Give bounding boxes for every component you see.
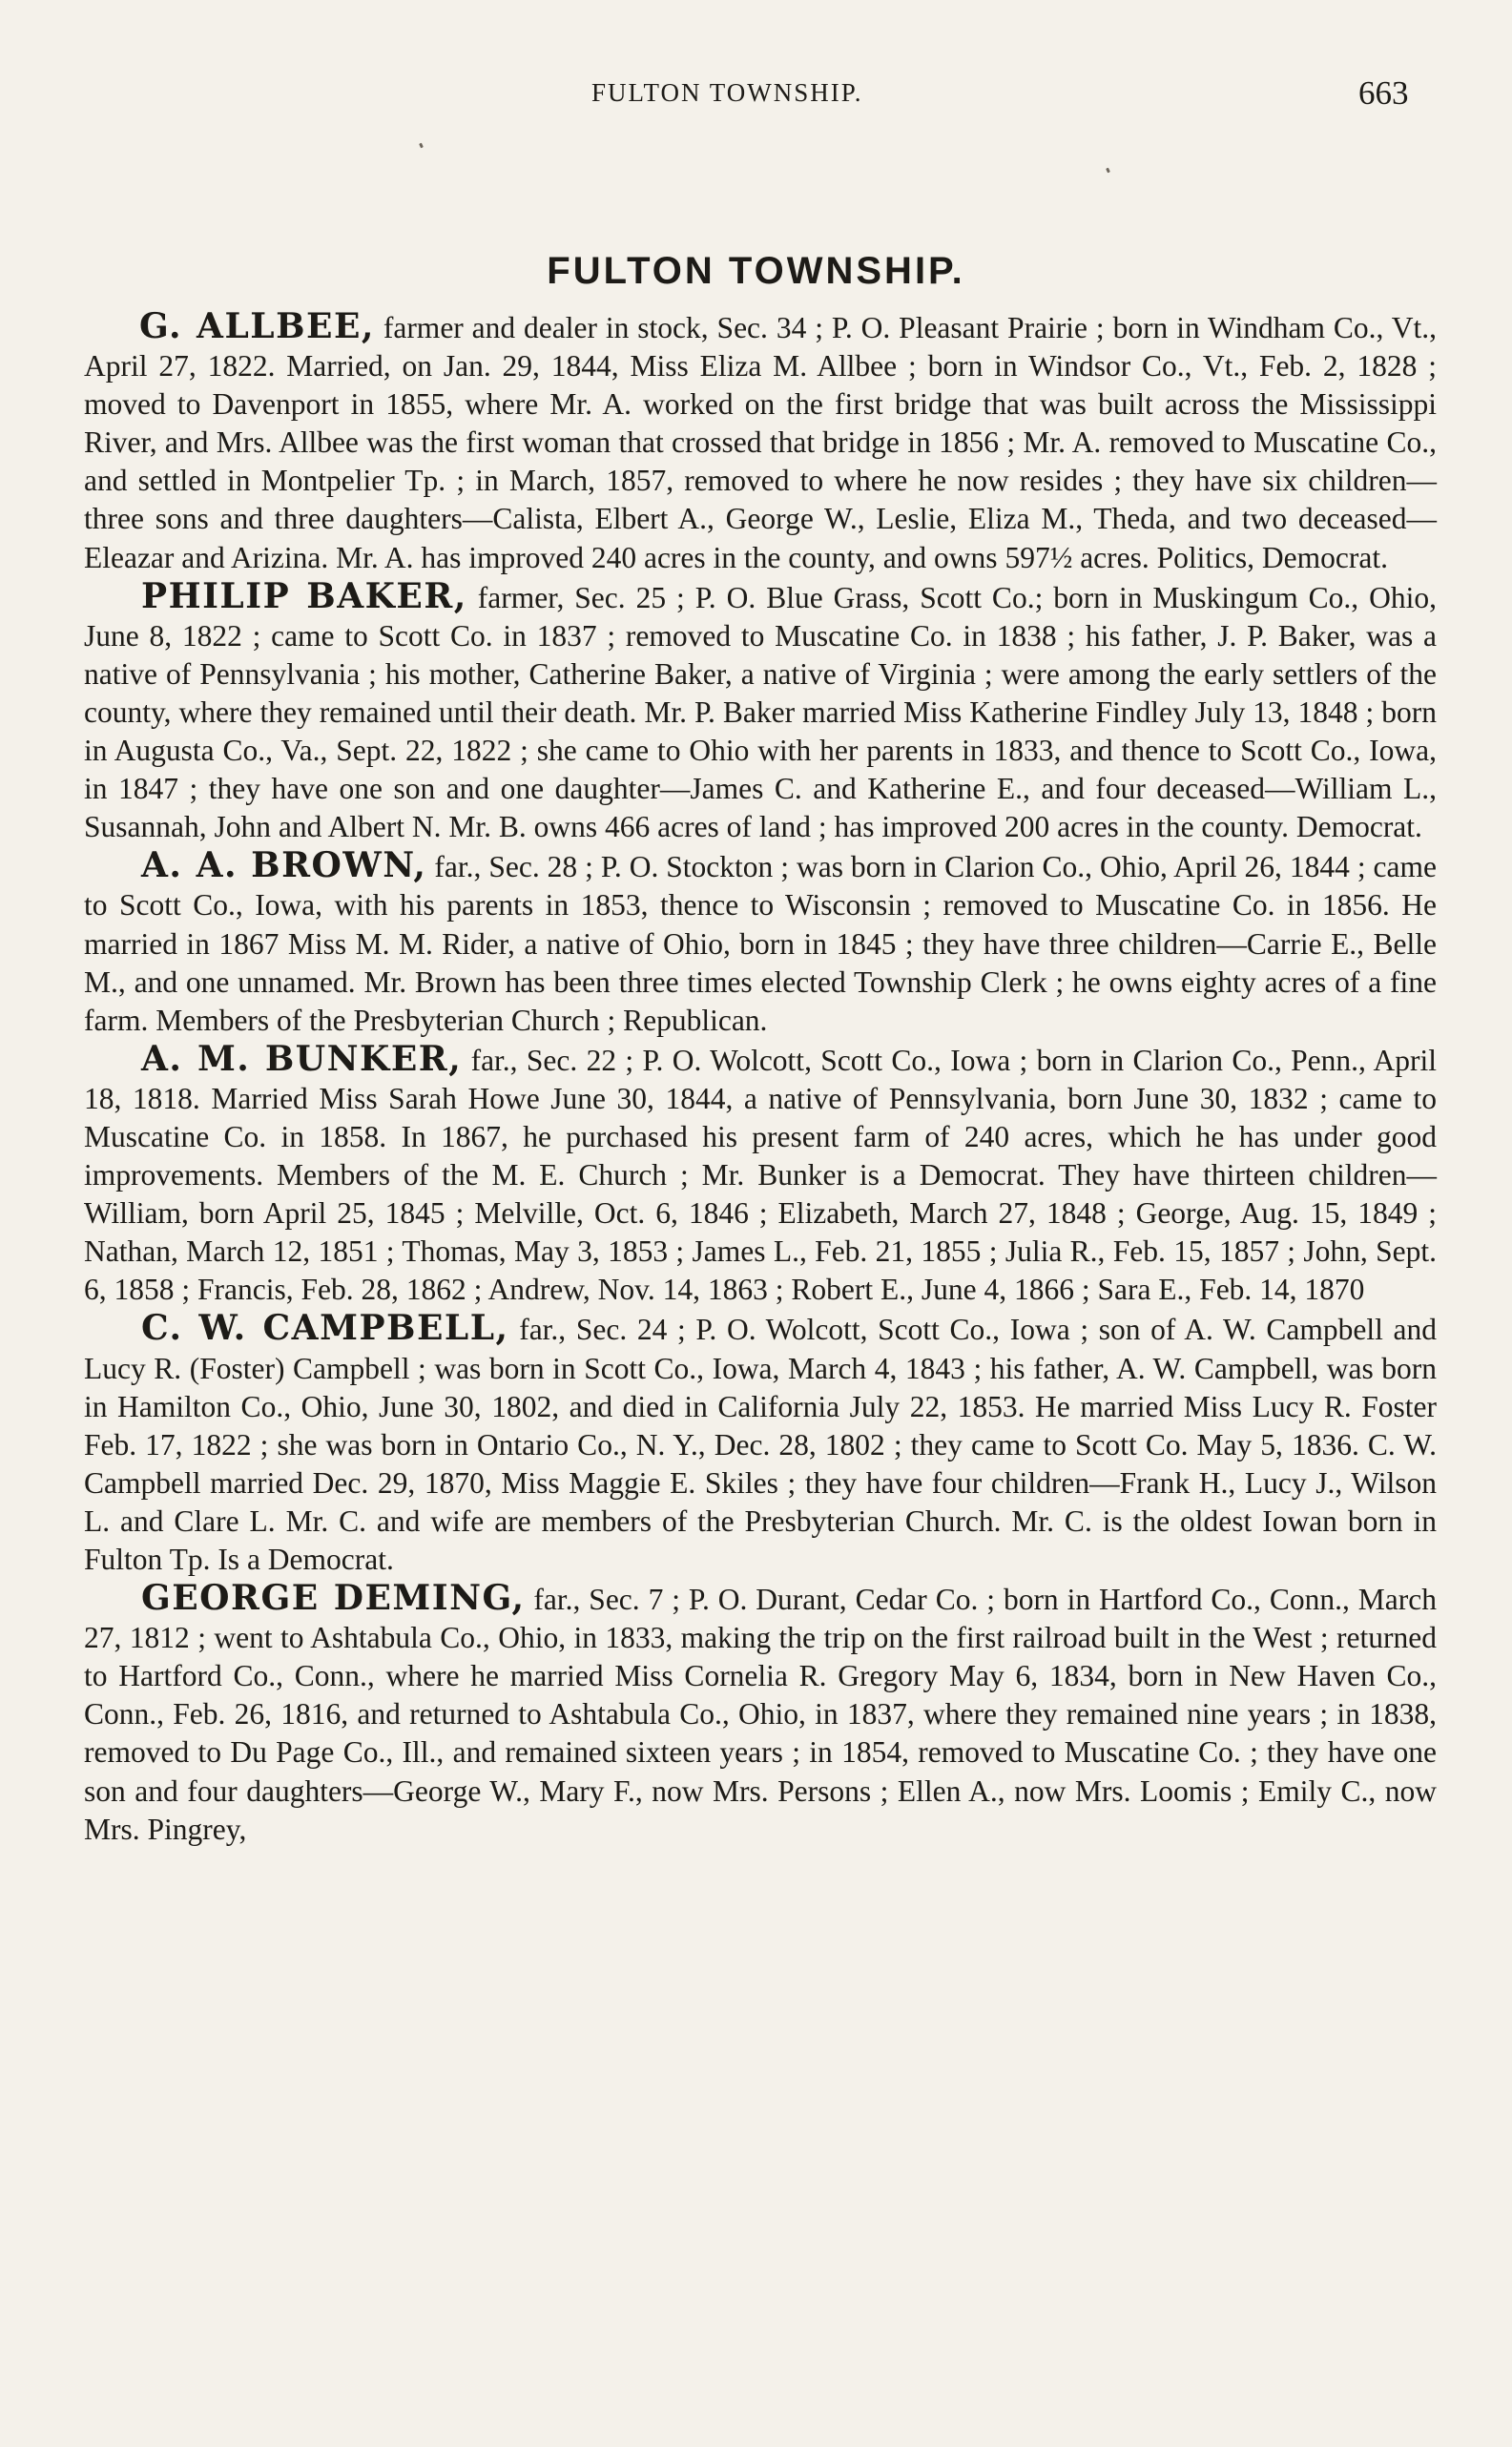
biography-entry-campbell [84, 1309, 1437, 1579]
ink-speck [1106, 168, 1110, 174]
running-title: FULTON TOWNSHIP. [591, 78, 863, 107]
entry-text: far., Sec. 22 ; P. O. Wolcott, Scott Co., Iowa ; born in Clarion Co., Penn., April 18, 1818. Married Miss Sarah Howe June 30, 1844, a native of Pennsylvania, born June 30, 1832 ; came to Muscatine Co. in 1858. In 1867, he purchased his present farm of 240 acres, which he has under good improvements. Members of the M. E. Church ; Mr. Bunker is a Democrat. They have thirteen children—William, born April 25, 1845 ; Melville, Oct. 6, 1846 ; Elizabeth, March 27, 1848 ; George, Aug. 15, 1849 ; Nathan, March 12, 1851 ; Thomas, May 3, 1853 ; James L., Feb. 21, 1855 ; Julia R., Feb. 15, 1857 ; John, Sept. 6, 1858 ; Francis, Feb. 28, 1862 ; Andrew, Nov. 14, 1863 ; Robert E., June 4, 1866 ; Sara E., Feb. 14, 1870 [84, 1043, 1437, 1307]
entry-text: farmer, Sec. 25 ; P. O. Blue Grass, Scott Co.; born in Muskingum Co., Ohio, June 8, 1822 ; came to Scott Co. in 1837 ; removed to Muscatine Co. in 1838 ; his father, J. P. Baker, was a native of Pennsylvania ; his mother, Catherine Baker, a native of Virginia ; were among the early settlers of the county, where they remained until their death. Mr. P. Baker married Miss Katherine Findley July 13, 1848 ; born in Augusta Co., Va., Sept. 22, 1822 ; she came to Ohio with her parents in 1833, and thence to Scott Co., Iowa, in 1847 ; they have one son and one daughter—James C. and Katherine E., and four deceased—William L., Susannah, John and Albert N. Mr. B. owns 466 acres of land ; has improved 200 acres in the county. Democrat. [84, 580, 1438, 844]
section-title: FULTON TOWNSHIP. [547, 250, 965, 292]
entry-name: C. W. CAMPBELL, [141, 1308, 509, 1349]
biography-entry-bunker [84, 1040, 1437, 1310]
entry-name: A. M. BUNKER, [141, 1038, 463, 1079]
entry-text: far., Sec. 24 ; P. O. Wolcott, Scott Co., Iowa ; son of A. W. Campbell and Lucy R. (Foster) Campbell ; was born in Scott Co., Iowa, March 4, 1843 ; his father, A. W. Campbell, was born in Hamilton Co., Ohio, June 30, 1802, and died in California July 22, 1853. He married Miss Lucy R. Foster Feb. 17, 1822 ; she was born in Ontario Co., N. Y., Dec. 28, 1802 ; they came to Scott Co. May 5, 1836. C. W. Campbell married Dec. 29, 1870, Miss Maggie E. Skiles ; they have four children—Frank H., Lucy J., Wilson L. and Clare L. Mr. C. and wife are members of the Presbyterian Church. Mr. C. is the oldest Iowan born in Fulton Tp. Is a Democrat. [84, 1313, 1437, 1576]
page-number: 663 [1358, 74, 1409, 112]
running-header [0, 74, 1512, 116]
entry-text: farmer and dealer in stock, Sec. 34 ; P. O. Pleasant Prairie ; born in Windham Co., Vt., April 27, 1822. Married, on Jan. 29, 1844, Miss Eliza M. Allbee ; born in Windsor Co., Vt., Feb. 2, 1828 ; moved to Davenport in 1855, where Mr. A. worked on the first bridge that was built across the Mississippi River, and Mrs. Allbee was the first woman that crossed that bridge in 1856 ; Mr. A. removed to Muscatine Co., and settled in Montpelier Tp. ; in March, 1857, removed to where he now resides ; they have six children—three sons and three daughters—Calista, Elbert A., George W., Leslie, Eliza M., Theda, and two deceased—Eleazar and Arizina. Mr. A. has improved 240 acres in the county, and owns 597½ acres. Politics, Democrat. [84, 311, 1437, 574]
entry-name: G. ALLBEE, [139, 306, 375, 346]
biographical-entries [84, 307, 1437, 1849]
biography-entry-deming [84, 1579, 1437, 1849]
biography-entry-brown [84, 846, 1437, 1039]
biography-entry-allbee [84, 307, 1437, 577]
entry-name: PHILIP BAKER, [141, 575, 467, 616]
biography-entry-baker [84, 577, 1437, 847]
ink-speck [419, 143, 424, 149]
entry-text: far., Sec. 7 ; P. O. Durant, Cedar Co. ; born in Hartford Co., Conn., March 27, 1812 ; went to Ashtabula Co., Ohio, in 1833, making the trip on the first railroad built in the West ; returned to Hartford Co., Conn., where he married Miss Cornelia R. Gregory May 6, 1834, born in New Haven Co., Conn., Feb. 26, 1816, and returned to Ashtabula Co., Ohio, in 1837, where they remained nine years ; in 1838, removed to Du Page Co., Ill., and remained sixteen years ; in 1854, removed to Muscatine Co. ; they have one son and four daughters—George W., Mary F., now Mrs. Persons ; Ellen A., now Mrs. Loomis ; Emily C., now Mrs. Pingrey, [84, 1583, 1437, 1846]
entry-text: far., Sec. 28 ; P. O. Stockton ; was born in Clarion Co., Ohio, April 26, 1844 ; came to Scott Co., Iowa, with his parents in 1853, thence to Wisconsin ; removed to Muscatine Co. in 1856. He married in 1867 Miss M. M. Rider, a native of Ohio, born in 1845 ; they have three children—Carrie E., Belle M., and one unnamed. Mr. Brown has been three times elected Township Clerk ; he owns eighty acres of a fine farm. Members of the Presbyterian Church ; Republican. [84, 850, 1437, 1037]
entry-name: GEORGE DEMING, [141, 1578, 526, 1619]
entry-name: A. A. BROWN, [141, 845, 427, 886]
